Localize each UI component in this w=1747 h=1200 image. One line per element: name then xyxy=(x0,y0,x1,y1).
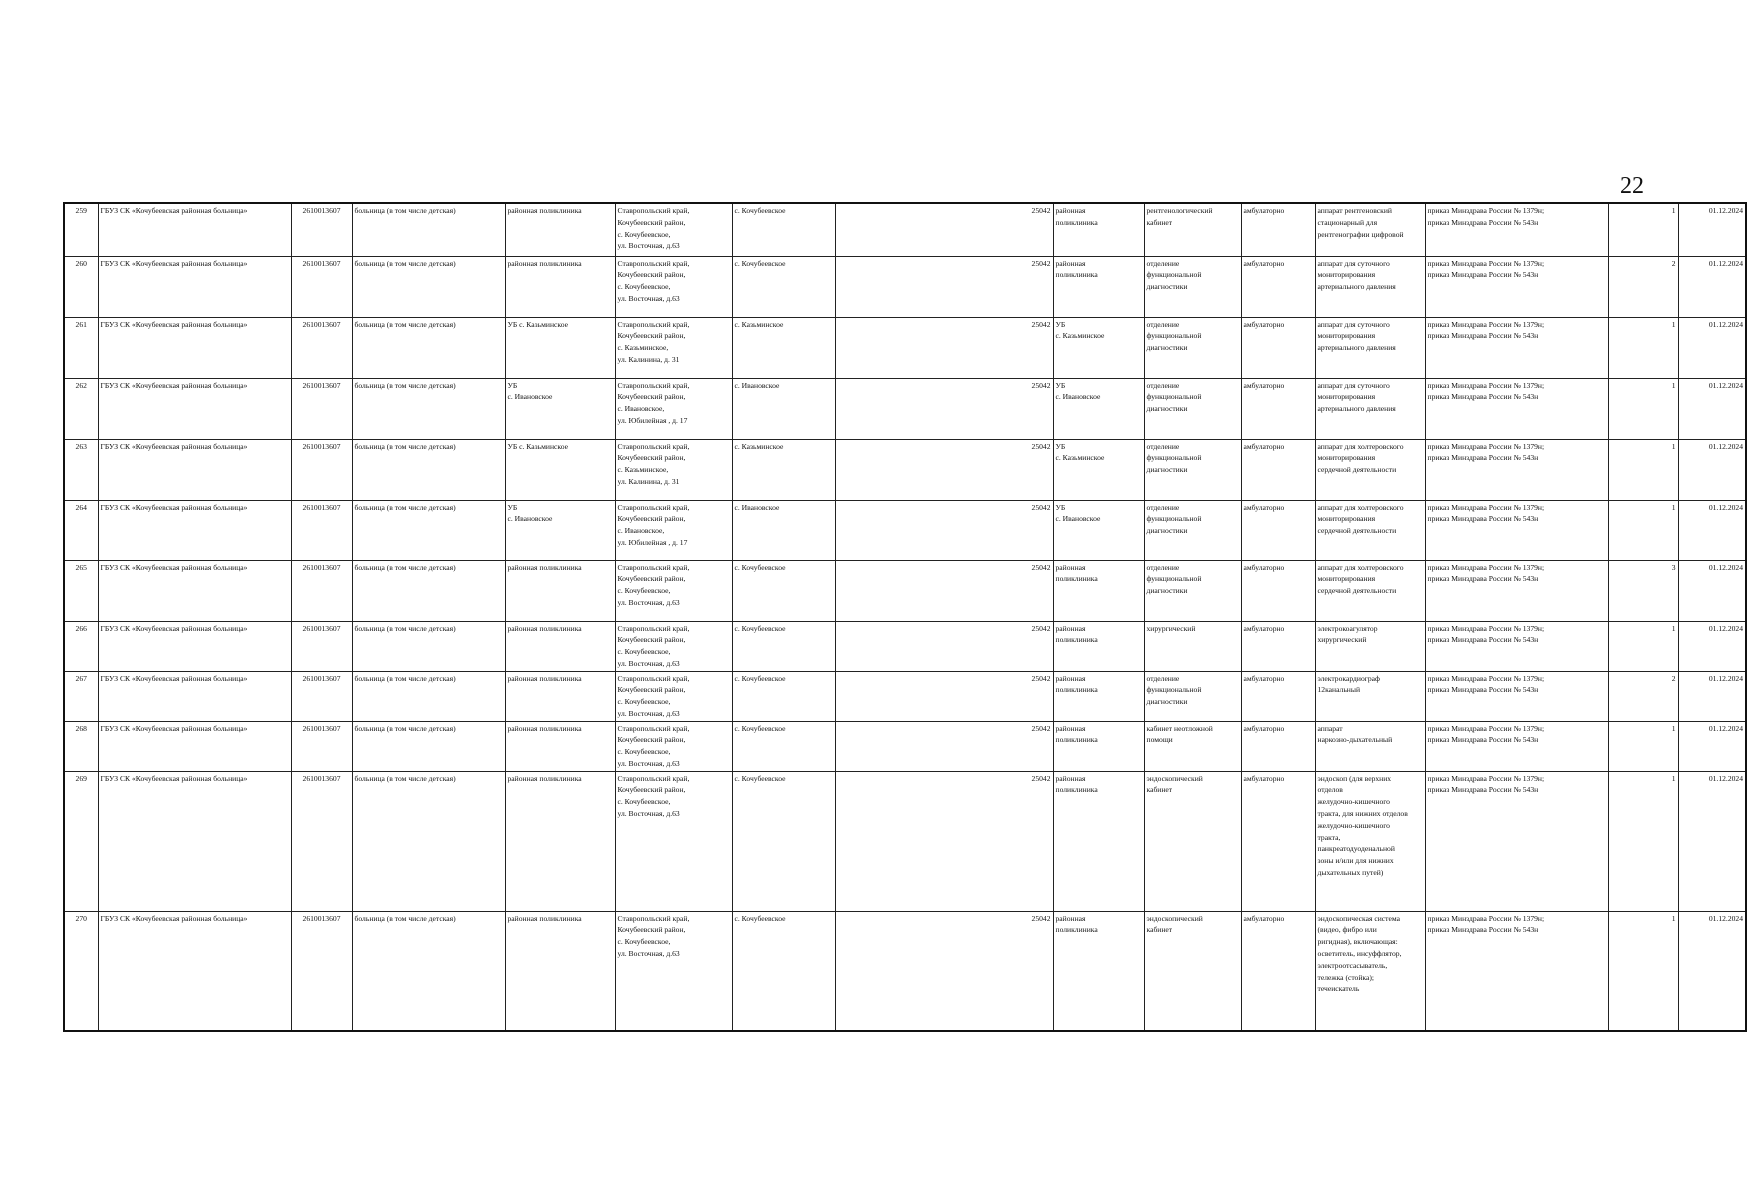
quantity: 1 xyxy=(1608,621,1678,671)
row-number: 270 xyxy=(64,911,98,1031)
row-number: 269 xyxy=(64,771,98,911)
oktmo-code: 25042 xyxy=(835,560,1053,621)
address: Ставропольский край, Кочубеевский район, с. Кочубеевское, ул. Восточная, д.63 xyxy=(615,256,732,317)
organization-type: больница (в том числе детская) xyxy=(352,560,505,621)
locality: с. Кочубеевское xyxy=(732,256,835,317)
structural-unit: районная поликлиника xyxy=(505,721,615,771)
oktmo-code: 25042 xyxy=(835,317,1053,378)
delivery-date: 01.12.2024 xyxy=(1678,671,1746,721)
cabinet: отделение функциональной диагностики xyxy=(1144,378,1241,439)
organization-name: ГБУЗ СК «Кочубеевская районная больница» xyxy=(98,671,291,721)
quantity: 3 xyxy=(1608,560,1678,621)
structural-unit: районная поликлиника xyxy=(505,911,615,1031)
organization-code: 2610013607 xyxy=(291,256,352,317)
locality: с. Кочубеевское xyxy=(732,560,835,621)
quantity: 1 xyxy=(1608,771,1678,911)
cabinet: отделение функциональной диагностики xyxy=(1144,560,1241,621)
organization-type: больница (в том числе детская) xyxy=(352,378,505,439)
cabinet: отделение функциональной диагностики xyxy=(1144,671,1241,721)
quantity: 1 xyxy=(1608,500,1678,560)
quantity: 1 xyxy=(1608,203,1678,256)
delivery-date: 01.12.2024 xyxy=(1678,771,1746,911)
row-number: 267 xyxy=(64,671,98,721)
cabinet: эндоскопический кабинет xyxy=(1144,911,1241,1031)
equipment-name: аппарат для холтеровского мониторирования сердечной деятельности xyxy=(1315,560,1425,621)
organization-code: 2610013607 xyxy=(291,911,352,1031)
organization-code: 2610013607 xyxy=(291,378,352,439)
structural-unit: УБ с. Казьминское xyxy=(505,439,615,500)
organization-name: ГБУЗ СК «Кочубеевская районная больница» xyxy=(98,771,291,911)
structural-unit: районная поликлиника xyxy=(505,203,615,256)
oktmo-code: 25042 xyxy=(835,500,1053,560)
delivery-date: 01.12.2024 xyxy=(1678,439,1746,500)
row-number: 263 xyxy=(64,439,98,500)
locality: с. Кочубеевское xyxy=(732,671,835,721)
equipment-name: аппарат для суточного мониторирования артериального давления xyxy=(1315,317,1425,378)
organization-type: больница (в том числе детская) xyxy=(352,500,505,560)
organization-code: 2610013607 xyxy=(291,500,352,560)
delivery-date: 01.12.2024 xyxy=(1678,203,1746,256)
structural-unit: районная поликлиника xyxy=(505,560,615,621)
delivery-date: 01.12.2024 xyxy=(1678,378,1746,439)
row-number: 268 xyxy=(64,721,98,771)
regulatory-order: приказ Минздрава России № 1379н; приказ Минздрава России № 543н xyxy=(1425,378,1608,439)
equipment-name: эндоскоп (для верхних отделов желудочно-кишечного тракта, для нижних отделов желудочно-кишечного тракта, панкреатодуоденальной зоны и/или для нижних дыхательных путей) xyxy=(1315,771,1425,911)
regulatory-order: приказ Минздрава России № 1379н; приказ Минздрава России № 543н xyxy=(1425,317,1608,378)
care-mode: амбулаторно xyxy=(1241,256,1315,317)
department: районная поликлиника xyxy=(1053,203,1144,256)
address: Ставропольский край, Кочубеевский район, с. Кочубеевское, ул. Восточная, д.63 xyxy=(615,721,732,771)
department: районная поликлиника xyxy=(1053,911,1144,1031)
organization-code: 2610013607 xyxy=(291,671,352,721)
organization-type: больница (в том числе детская) xyxy=(352,721,505,771)
organization-name: ГБУЗ СК «Кочубеевская районная больница» xyxy=(98,621,291,671)
row-number: 265 xyxy=(64,560,98,621)
address: Ставропольский край, Кочубеевский район, с. Казьминское, ул. Калинина, д. 31 xyxy=(615,317,732,378)
care-mode: амбулаторно xyxy=(1241,317,1315,378)
organization-name: ГБУЗ СК «Кочубеевская районная больница» xyxy=(98,911,291,1031)
regulatory-order: приказ Минздрава России № 1379н; приказ Минздрава России № 543н xyxy=(1425,256,1608,317)
organization-type: больница (в том числе детская) xyxy=(352,203,505,256)
equipment-name: эндоскопическая система (видео, фибро или ригидная), включающая: осветитель, инсуффлятор, электроотсасыватель, тележка (стойка); течеискатель xyxy=(1315,911,1425,1031)
oktmo-code: 25042 xyxy=(835,671,1053,721)
regulatory-order: приказ Минздрава России № 1379н; приказ Минздрава России № 543н xyxy=(1425,500,1608,560)
table-row xyxy=(64,671,1746,721)
care-mode: амбулаторно xyxy=(1241,203,1315,256)
equipment-name: аппарат наркозно-дыхательный xyxy=(1315,721,1425,771)
care-mode: амбулаторно xyxy=(1241,439,1315,500)
row-number: 260 xyxy=(64,256,98,317)
locality: с. Кочубеевское xyxy=(732,771,835,911)
organization-type: больница (в том числе детская) xyxy=(352,439,505,500)
quantity: 1 xyxy=(1608,378,1678,439)
cabinet: эндоскопический кабинет xyxy=(1144,771,1241,911)
locality: с. Ивановское xyxy=(732,500,835,560)
locality: с. Кочубеевское xyxy=(732,721,835,771)
table-row xyxy=(64,621,1746,671)
row-number: 261 xyxy=(64,317,98,378)
table-row xyxy=(64,911,1746,1031)
regulatory-order: приказ Минздрава России № 1379н; приказ Минздрава России № 543н xyxy=(1425,771,1608,911)
oktmo-code: 25042 xyxy=(835,203,1053,256)
organization-code: 2610013607 xyxy=(291,621,352,671)
department: УБ с. Казьминское xyxy=(1053,439,1144,500)
row-number: 264 xyxy=(64,500,98,560)
cabinet: отделение функциональной диагностики xyxy=(1144,256,1241,317)
regulatory-order: приказ Минздрава России № 1379н; приказ Минздрава России № 543н xyxy=(1425,721,1608,771)
care-mode: амбулаторно xyxy=(1241,560,1315,621)
organization-name: ГБУЗ СК «Кочубеевская районная больница» xyxy=(98,500,291,560)
oktmo-code: 25042 xyxy=(835,911,1053,1031)
department: районная поликлиника xyxy=(1053,621,1144,671)
table-row xyxy=(64,203,1746,256)
care-mode: амбулаторно xyxy=(1241,721,1315,771)
regulatory-order: приказ Минздрава России № 1379н; приказ Минздрава России № 543н xyxy=(1425,671,1608,721)
delivery-date: 01.12.2024 xyxy=(1678,500,1746,560)
page-number: 22 xyxy=(1620,173,1644,199)
structural-unit: районная поликлиника xyxy=(505,671,615,721)
equipment-name: аппарат для холтеровского мониторирования сердечной деятельности xyxy=(1315,500,1425,560)
cabinet: рентгенологический кабинет xyxy=(1144,203,1241,256)
equipment-name: электрокардиограф 12канальный xyxy=(1315,671,1425,721)
oktmo-code: 25042 xyxy=(835,378,1053,439)
structural-unit: районная поликлиника xyxy=(505,771,615,911)
delivery-date: 01.12.2024 xyxy=(1678,621,1746,671)
organization-name: ГБУЗ СК «Кочубеевская районная больница» xyxy=(98,203,291,256)
structural-unit: УБ с. Ивановское xyxy=(505,500,615,560)
locality: с. Ивановское xyxy=(732,378,835,439)
table-row xyxy=(64,560,1746,621)
structural-unit: районная поликлиника xyxy=(505,621,615,671)
oktmo-code: 25042 xyxy=(835,621,1053,671)
oktmo-code: 25042 xyxy=(835,721,1053,771)
quantity: 1 xyxy=(1608,911,1678,1031)
delivery-date: 01.12.2024 xyxy=(1678,317,1746,378)
equipment-registry-table xyxy=(63,202,1747,1032)
care-mode: амбулаторно xyxy=(1241,500,1315,560)
delivery-date: 01.12.2024 xyxy=(1678,911,1746,1031)
quantity: 1 xyxy=(1608,439,1678,500)
locality: с. Кочубеевское xyxy=(732,621,835,671)
table-row xyxy=(64,378,1746,439)
address: Ставропольский край, Кочубеевский район, с. Казьминское, ул. Калинина, д. 31 xyxy=(615,439,732,500)
table-body xyxy=(64,203,1746,1031)
locality: с. Казьминское xyxy=(732,439,835,500)
address: Ставропольский край, Кочубеевский район, с. Кочубеевское, ул. Восточная, д.63 xyxy=(615,911,732,1031)
organization-name: ГБУЗ СК «Кочубеевская районная больница» xyxy=(98,721,291,771)
organization-name: ГБУЗ СК «Кочубеевская районная больница» xyxy=(98,439,291,500)
address: Ставропольский край, Кочубеевский район, с. Кочубеевское, ул. Восточная, д.63 xyxy=(615,771,732,911)
department: УБ с. Ивановское xyxy=(1053,378,1144,439)
table-row xyxy=(64,317,1746,378)
locality: с. Казьминское xyxy=(732,317,835,378)
organization-name: ГБУЗ СК «Кочубеевская районная больница» xyxy=(98,256,291,317)
department: районная поликлиника xyxy=(1053,771,1144,911)
delivery-date: 01.12.2024 xyxy=(1678,256,1746,317)
organization-code: 2610013607 xyxy=(291,439,352,500)
regulatory-order: приказ Минздрава России № 1379н; приказ Минздрава России № 543н xyxy=(1425,560,1608,621)
organization-name: ГБУЗ СК «Кочубеевская районная больница» xyxy=(98,317,291,378)
structural-unit: районная поликлиника xyxy=(505,256,615,317)
table-row xyxy=(64,256,1746,317)
locality: с. Кочубеевское xyxy=(732,203,835,256)
care-mode: амбулаторно xyxy=(1241,671,1315,721)
quantity: 1 xyxy=(1608,317,1678,378)
quantity: 2 xyxy=(1608,671,1678,721)
organization-type: больница (в том числе детская) xyxy=(352,317,505,378)
row-number: 259 xyxy=(64,203,98,256)
organization-code: 2610013607 xyxy=(291,721,352,771)
table-row xyxy=(64,500,1746,560)
department: районная поликлиника xyxy=(1053,560,1144,621)
cabinet: отделение функциональной диагностики xyxy=(1144,500,1241,560)
regulatory-order: приказ Минздрава России № 1379н; приказ Минздрава России № 543н xyxy=(1425,621,1608,671)
organization-name: ГБУЗ СК «Кочубеевская районная больница» xyxy=(98,378,291,439)
care-mode: амбулаторно xyxy=(1241,378,1315,439)
organization-code: 2610013607 xyxy=(291,560,352,621)
organization-name: ГБУЗ СК «Кочубеевская районная больница» xyxy=(98,560,291,621)
address: Ставропольский край, Кочубеевский район, с. Кочубеевское, ул. Восточная, д.63 xyxy=(615,621,732,671)
delivery-date: 01.12.2024 xyxy=(1678,721,1746,771)
equipment-name: электрокоагулятор хирургический xyxy=(1315,621,1425,671)
regulatory-order: приказ Минздрава России № 1379н; приказ Минздрава России № 543н xyxy=(1425,911,1608,1031)
regulatory-order: приказ Минздрава России № 1379н; приказ Минздрава России № 543н xyxy=(1425,439,1608,500)
row-number: 262 xyxy=(64,378,98,439)
oktmo-code: 25042 xyxy=(835,439,1053,500)
organization-code: 2610013607 xyxy=(291,771,352,911)
regulatory-order: приказ Минздрава России № 1379н; приказ Минздрава России № 543н xyxy=(1425,203,1608,256)
table-row xyxy=(64,439,1746,500)
organization-type: больница (в том числе детская) xyxy=(352,671,505,721)
cabinet: отделение функциональной диагностики xyxy=(1144,317,1241,378)
oktmo-code: 25042 xyxy=(835,771,1053,911)
organization-type: больница (в том числе детская) xyxy=(352,256,505,317)
address: Ставропольский край, Кочубеевский район, с. Кочубеевское, ул. Восточная, д.63 xyxy=(615,560,732,621)
cabinet: хирургический xyxy=(1144,621,1241,671)
address: Ставропольский край, Кочубеевский район, с. Ивановское, ул. Юбилейная , д. 17 xyxy=(615,500,732,560)
quantity: 2 xyxy=(1608,256,1678,317)
care-mode: амбулаторно xyxy=(1241,621,1315,671)
organization-code: 2610013607 xyxy=(291,317,352,378)
structural-unit: УБ с. Казьминское xyxy=(505,317,615,378)
quantity: 1 xyxy=(1608,721,1678,771)
row-number: 266 xyxy=(64,621,98,671)
cabinet: отделение функциональной диагностики xyxy=(1144,439,1241,500)
organization-type: больница (в том числе детская) xyxy=(352,771,505,911)
table-row xyxy=(64,721,1746,771)
table-row xyxy=(64,771,1746,911)
address: Ставропольский край, Кочубеевский район, с. Ивановское, ул. Юбилейная , д. 17 xyxy=(615,378,732,439)
oktmo-code: 25042 xyxy=(835,256,1053,317)
equipment-name: аппарат для суточного мониторирования артериального давления xyxy=(1315,256,1425,317)
department: районная поликлиника xyxy=(1053,721,1144,771)
structural-unit: УБ с. Ивановское xyxy=(505,378,615,439)
care-mode: амбулаторно xyxy=(1241,771,1315,911)
locality: с. Кочубеевское xyxy=(732,911,835,1031)
address: Ставропольский край, Кочубеевский район, с. Кочубеевское, ул. Восточная, д.63 xyxy=(615,203,732,256)
care-mode: амбулаторно xyxy=(1241,911,1315,1031)
department: районная поликлиника xyxy=(1053,671,1144,721)
department: УБ с. Ивановское xyxy=(1053,500,1144,560)
address: Ставропольский край, Кочубеевский район, с. Кочубеевское, ул. Восточная, д.63 xyxy=(615,671,732,721)
equipment-name: аппарат рентгеновский стационарный для рентгенографии цифровой xyxy=(1315,203,1425,256)
equipment-name: аппарат для суточного мониторирования артериального давления xyxy=(1315,378,1425,439)
cabinet: кабинет неотложной помощи xyxy=(1144,721,1241,771)
delivery-date: 01.12.2024 xyxy=(1678,560,1746,621)
equipment-name: аппарат для холтеровского мониторирования сердечной деятельности xyxy=(1315,439,1425,500)
organization-code: 2610013607 xyxy=(291,203,352,256)
organization-type: больница (в том числе детская) xyxy=(352,621,505,671)
department: районная поликлиника xyxy=(1053,256,1144,317)
organization-type: больница (в том числе детская) xyxy=(352,911,505,1031)
department: УБ с. Казьминское xyxy=(1053,317,1144,378)
